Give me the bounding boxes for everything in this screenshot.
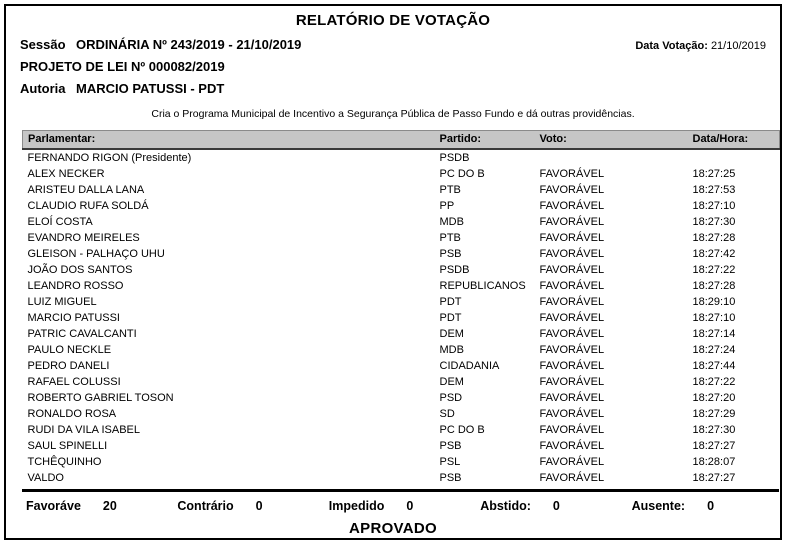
- vote-time: 18:27:20: [692, 391, 736, 404]
- vote-value: FAVORÁVEL: [539, 231, 605, 244]
- session-label: Sessão: [20, 37, 66, 52]
- party-name: PSB: [439, 471, 462, 484]
- vote-value: FAVORÁVEL: [539, 215, 605, 228]
- party-name: SD: [439, 407, 455, 420]
- parliamentarian-name: LEANDRO ROSSO: [27, 279, 124, 292]
- total-label: Ausente:: [631, 498, 686, 513]
- table-row: [23, 406, 780, 422]
- table-row: [23, 390, 780, 406]
- voting-table-header: [23, 131, 780, 149]
- total-pair: [173, 498, 324, 514]
- parliamentarian-name: EVANDRO MEIRELES: [27, 231, 140, 244]
- voting-table: [22, 130, 780, 486]
- vote-value: FAVORÁVEL: [539, 471, 605, 484]
- vote-value: FAVORÁVEL: [539, 279, 605, 292]
- vote-value: FAVORÁVEL: [539, 455, 605, 468]
- vote-value: FAVORÁVEL: [539, 327, 605, 340]
- vote-value: FAVORÁVEL: [539, 343, 605, 356]
- vote-time: 18:27:28: [692, 231, 736, 244]
- column-header-partido: Partido:: [435, 131, 535, 149]
- column-header-voto: Voto:: [535, 131, 688, 149]
- vote-time: 18:27:29: [692, 407, 736, 420]
- vote-time: 18:27:14: [692, 327, 736, 340]
- session-value: ORDINÁRIA Nº 243/2019 - 21/10/2019: [76, 37, 302, 52]
- total-pair: [325, 498, 476, 514]
- vote-time: 18:27:30: [692, 423, 736, 436]
- table-row: [23, 438, 780, 454]
- total-label: Abstido:: [480, 498, 531, 513]
- vote-value: [535, 149, 688, 166]
- party-name: PSD: [439, 391, 463, 404]
- project-title: PROJETO DE LEI Nº 000082/2019: [20, 59, 225, 74]
- table-row: [23, 182, 780, 198]
- vote-value: FAVORÁVEL: [539, 359, 605, 372]
- vote-date-label: Data Votação:: [635, 40, 708, 52]
- table-row: [23, 454, 780, 470]
- vote-time: 18:27:42: [692, 247, 736, 260]
- parliamentarian-name: ALEX NECKER: [27, 167, 105, 180]
- column-header-parlamentar: Parlamentar:: [23, 131, 435, 149]
- total-label: Contrário: [177, 498, 234, 513]
- parliamentarian-name: CLAUDIO RUFA SOLDÁ: [27, 199, 149, 212]
- vote-value: FAVORÁVEL: [539, 263, 605, 276]
- vote-time: 18:27:53: [692, 183, 736, 196]
- vote-value: FAVORÁVEL: [539, 167, 605, 180]
- party-name: PSB: [439, 439, 462, 452]
- author-label: Autoria: [20, 81, 66, 96]
- parliamentarian-name: RONALDO ROSA: [27, 407, 117, 420]
- total-pair: [22, 498, 173, 514]
- vote-value: FAVORÁVEL: [539, 391, 605, 404]
- totals-bar: [22, 498, 779, 514]
- table-row: [23, 374, 780, 390]
- vote-date: [635, 40, 766, 52]
- total-label: Impedido: [328, 498, 385, 513]
- party-name: PDT: [439, 295, 462, 308]
- table-row: [23, 278, 780, 294]
- party-name: CIDADANIA: [439, 359, 500, 372]
- party-name: MDB: [439, 215, 464, 228]
- total-label: Favoráve: [26, 498, 81, 513]
- party-name: PSB: [439, 247, 462, 260]
- page-title: RELATÓRIO DE VOTAÇÃO: [295, 12, 491, 29]
- parliamentarian-name: VALDO: [27, 471, 64, 484]
- parliamentarian-name: PAULO NECKLE: [27, 343, 112, 356]
- result-status: APROVADO: [349, 519, 437, 537]
- table-row: [23, 358, 780, 374]
- vote-value: FAVORÁVEL: [539, 375, 605, 388]
- vote-value: FAVORÁVEL: [539, 183, 605, 196]
- party-name: PTB: [439, 183, 461, 196]
- party-name: REPUBLICANOS: [439, 279, 526, 292]
- table-row: [23, 149, 780, 166]
- vote-date-value: 21/10/2019: [710, 40, 766, 52]
- party-name: PSDB: [439, 151, 470, 164]
- parliamentarian-name: MARCIO PATUSSI: [27, 311, 120, 324]
- table-row: [23, 470, 780, 486]
- total-value: 0: [255, 498, 263, 513]
- parliamentarian-name: ROBERTO GABRIEL TOSON: [27, 391, 174, 404]
- parliamentarian-name: JOÃO DOS SANTOS: [27, 263, 133, 276]
- vote-time: 18:27:25: [692, 167, 736, 180]
- party-name: DEM: [439, 327, 464, 340]
- party-name: PTB: [439, 231, 461, 244]
- table-row: [23, 262, 780, 278]
- vote-value: FAVORÁVEL: [539, 311, 605, 324]
- voting-table-body: [23, 149, 780, 486]
- table-row: [23, 230, 780, 246]
- party-name: PSDB: [439, 263, 470, 276]
- table-row: [23, 310, 780, 326]
- project-description: Cria o Programa Municipal de Incentivo a Segurança Pública de Passo Fundo e dá outras providências.: [151, 108, 635, 120]
- parliamentarian-name: GLEISON - PALHAÇO UHU: [27, 247, 165, 260]
- table-row: [23, 342, 780, 358]
- parliamentarian-name: LUIZ MIGUEL: [27, 295, 97, 308]
- vote-time: 18:27:10: [692, 311, 736, 324]
- parliamentarian-name: SAUL SPINELLI: [27, 439, 108, 452]
- total-value: 0: [552, 498, 560, 513]
- table-row: [23, 166, 780, 182]
- column-header-data-hora: Data/Hora:: [688, 131, 780, 149]
- author-line: [20, 81, 766, 96]
- total-pair: [628, 498, 779, 514]
- voting-report-document: [4, 4, 782, 540]
- session-line: [20, 37, 766, 52]
- totals-divider: [22, 489, 779, 492]
- parliamentarian-name: ELOÍ COSTA: [27, 215, 93, 228]
- party-name: PC DO B: [439, 423, 485, 436]
- vote-value: FAVORÁVEL: [539, 423, 605, 436]
- vote-value: FAVORÁVEL: [539, 439, 605, 452]
- parliamentarian-name: PEDRO DANELI: [27, 359, 110, 372]
- parliamentarian-name: TCHÊQUINHO: [27, 455, 102, 468]
- table-row: [23, 326, 780, 342]
- vote-time: 18:27:22: [692, 375, 736, 388]
- vote-time: [688, 149, 780, 166]
- table-row: [23, 294, 780, 310]
- vote-time: 18:27:22: [692, 263, 736, 276]
- vote-time: 18:27:44: [692, 359, 736, 372]
- vote-value: FAVORÁVEL: [539, 199, 605, 212]
- vote-time: 18:27:27: [692, 471, 736, 484]
- table-row: [23, 246, 780, 262]
- vote-value: FAVORÁVEL: [539, 295, 605, 308]
- total-pair: [476, 498, 627, 514]
- vote-time: 18:27:10: [692, 199, 736, 212]
- party-name: PC DO B: [439, 167, 485, 180]
- total-value: 0: [406, 498, 414, 513]
- parliamentarian-name: PATRIC CAVALCANTI: [27, 327, 137, 340]
- parliamentarian-name: RUDI DA VILA ISABEL: [27, 423, 140, 436]
- party-name: DEM: [439, 375, 464, 388]
- table-row: [23, 214, 780, 230]
- vote-time: 18:27:30: [692, 215, 736, 228]
- parliamentarian-name: ARISTEU DALLA LANA: [27, 183, 145, 196]
- vote-time: 18:27:27: [692, 439, 736, 452]
- author-value: MARCIO PATUSSI - PDT: [76, 81, 225, 96]
- party-name: PP: [439, 199, 455, 212]
- party-name: PDT: [439, 311, 462, 324]
- total-value: 0: [707, 498, 715, 513]
- session-info: [20, 37, 301, 52]
- table-row: [23, 198, 780, 214]
- party-name: MDB: [439, 343, 464, 356]
- vote-value: FAVORÁVEL: [539, 247, 605, 260]
- vote-value: FAVORÁVEL: [539, 407, 605, 420]
- parliamentarian-name: FERNANDO RIGON (Presidente): [27, 151, 192, 164]
- party-name: PSL: [439, 455, 461, 468]
- table-row: [23, 422, 780, 438]
- parliamentarian-name: RAFAEL COLUSSI: [27, 375, 121, 388]
- vote-time: 18:27:24: [692, 343, 736, 356]
- vote-time: 18:29:10: [692, 295, 736, 308]
- vote-time: 18:28:07: [692, 455, 736, 468]
- vote-time: 18:27:28: [692, 279, 736, 292]
- total-value: 20: [102, 498, 117, 513]
